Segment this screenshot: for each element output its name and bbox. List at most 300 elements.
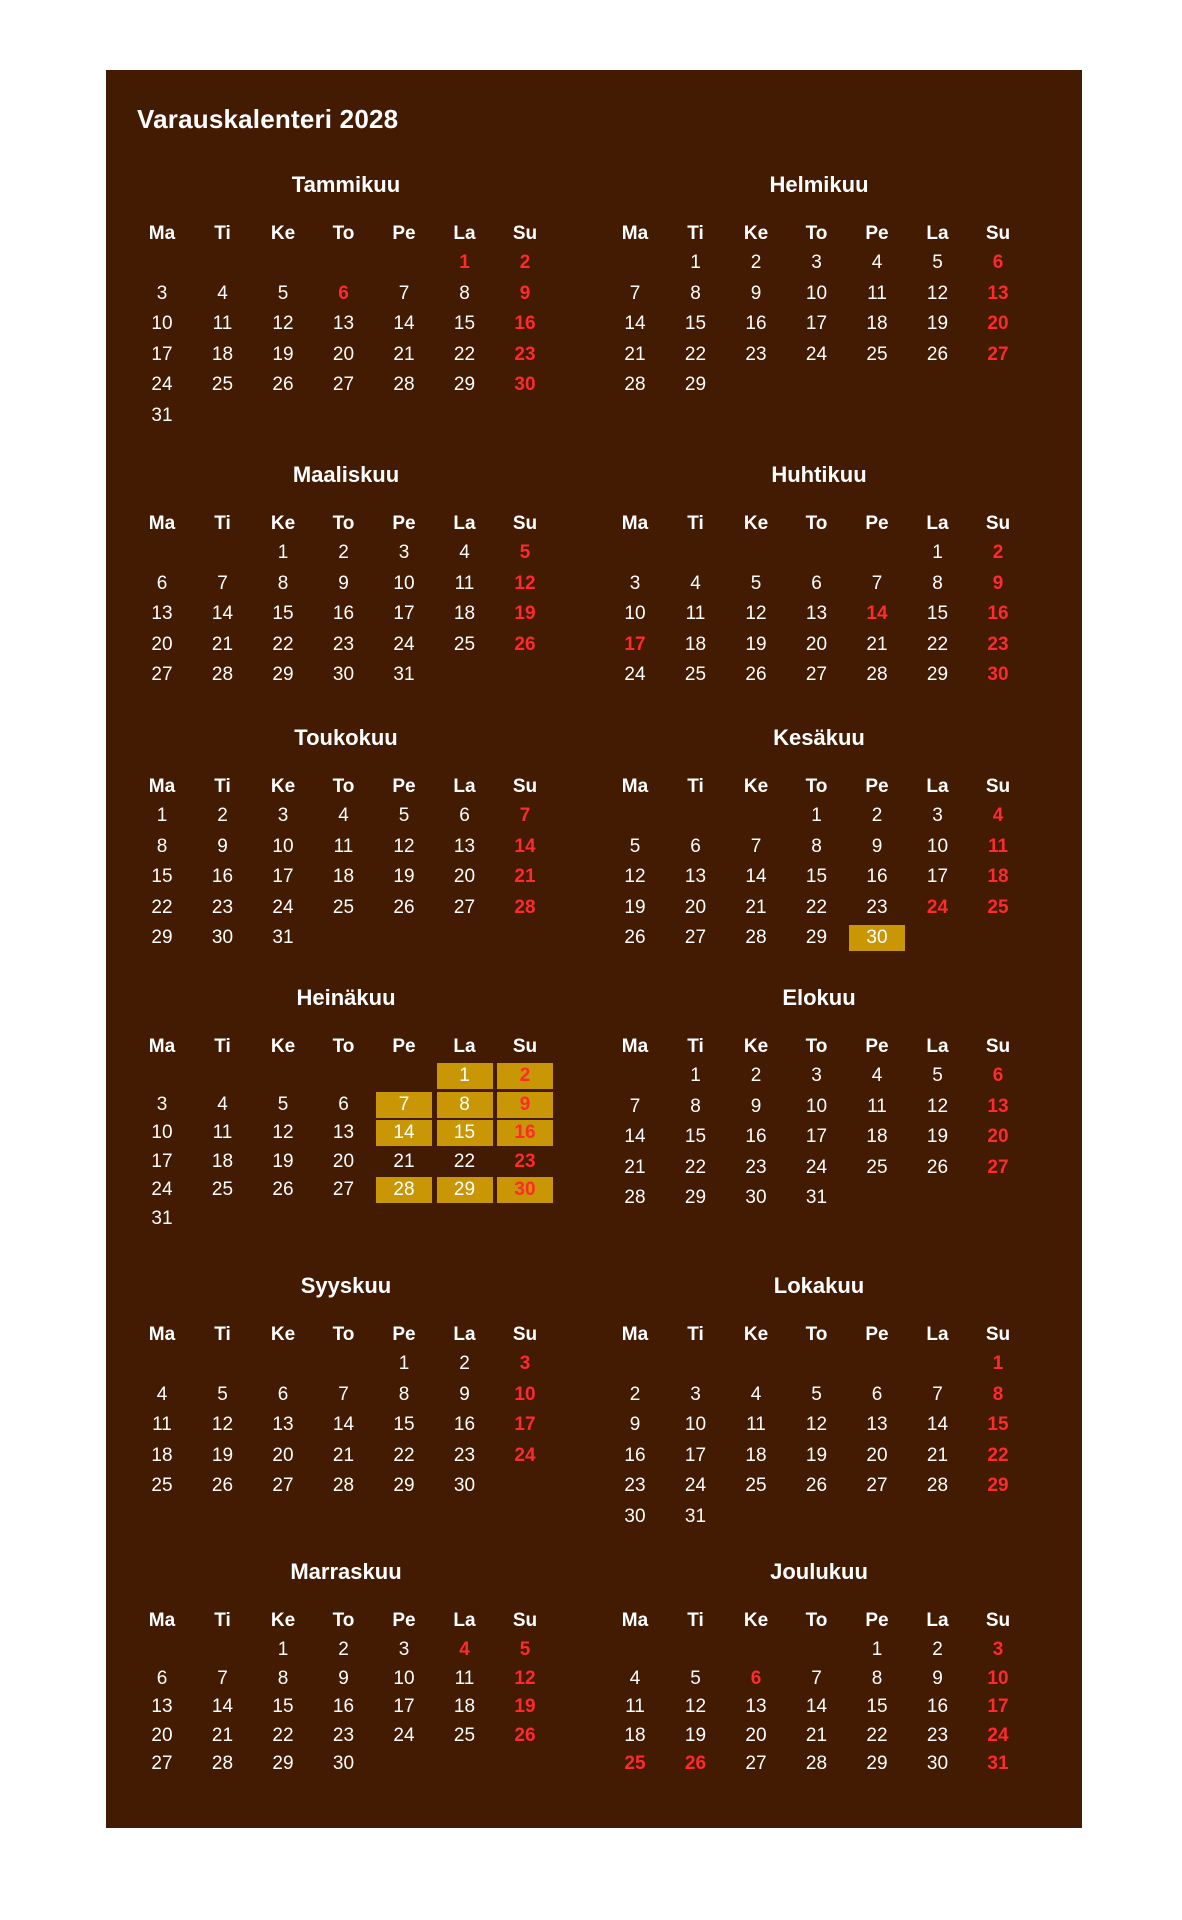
calendar-day[interactable]: 11: [867, 1095, 887, 1117]
calendar-day[interactable]: 10: [393, 1667, 415, 1689]
calendar-day[interactable]: 19: [272, 1150, 294, 1172]
calendar-day[interactable]: 22: [987, 1444, 1009, 1466]
calendar-day[interactable]: 12: [211, 1414, 234, 1435]
calendar-day[interactable]: 5: [932, 252, 943, 273]
calendar-day[interactable]: 21: [393, 343, 415, 365]
calendar-day[interactable]: 1: [871, 1639, 883, 1660]
calendar-day[interactable]: 7: [932, 1383, 943, 1405]
calendar-day[interactable]: 18: [866, 1126, 888, 1147]
calendar-day[interactable]: 27: [987, 343, 1009, 365]
calendar-day[interactable]: 29: [453, 374, 476, 395]
calendar-day[interactable]: 21: [866, 633, 888, 655]
calendar-day[interactable]: 22: [684, 343, 707, 365]
calendar-day[interactable]: 9: [338, 572, 349, 594]
calendar-day[interactable]: 11: [746, 1414, 766, 1435]
calendar-day[interactable]: 19: [926, 313, 949, 334]
calendar-day[interactable]: 26: [745, 664, 767, 685]
booked-day[interactable]: 14: [376, 1120, 432, 1146]
calendar-day[interactable]: 24: [393, 1724, 415, 1746]
calendar-day[interactable]: 20: [987, 313, 1009, 334]
calendar-day[interactable]: 9: [519, 282, 531, 304]
calendar-day[interactable]: 19: [514, 1696, 536, 1717]
calendar-day[interactable]: 11: [685, 603, 706, 624]
calendar-day[interactable]: 16: [745, 1126, 767, 1147]
calendar-day[interactable]: 1: [690, 252, 701, 273]
calendar-day[interactable]: 11: [867, 282, 887, 304]
calendar-day[interactable]: 8: [277, 1667, 289, 1689]
calendar-day[interactable]: 11: [333, 835, 354, 857]
calendar-day[interactable]: 26: [393, 896, 415, 918]
calendar-day[interactable]: 21: [332, 1444, 355, 1466]
calendar-day[interactable]: 19: [684, 1724, 707, 1746]
calendar-day[interactable]: 3: [156, 282, 168, 304]
calendar-day[interactable]: 10: [151, 313, 173, 334]
calendar-day[interactable]: 26: [684, 1753, 707, 1774]
calendar-day[interactable]: 30: [624, 1505, 646, 1527]
calendar-day[interactable]: 7: [398, 282, 410, 304]
calendar-day[interactable]: 19: [272, 343, 294, 365]
calendar-day[interactable]: 8: [871, 1667, 883, 1689]
calendar-day[interactable]: 26: [211, 1475, 234, 1496]
calendar-day[interactable]: 4: [338, 805, 349, 826]
calendar-day[interactable]: 19: [393, 866, 415, 887]
calendar-day[interactable]: 30: [332, 664, 355, 685]
booked-day[interactable]: 30: [497, 1177, 553, 1203]
calendar-day[interactable]: 28: [624, 374, 646, 395]
calendar-day[interactable]: 21: [926, 1444, 949, 1466]
calendar-day[interactable]: 18: [211, 343, 234, 365]
calendar-day[interactable]: 21: [745, 896, 767, 918]
calendar-day[interactable]: 7: [217, 1667, 228, 1689]
calendar-day[interactable]: 8: [156, 835, 168, 857]
calendar-day[interactable]: 7: [338, 1383, 349, 1405]
calendar-day[interactable]: 2: [519, 252, 531, 273]
calendar-day[interactable]: 24: [151, 374, 173, 395]
calendar-day[interactable]: 12: [926, 282, 949, 304]
calendar-day[interactable]: 9: [629, 1414, 641, 1435]
calendar-day[interactable]: 25: [332, 896, 355, 918]
calendar-day[interactable]: 8: [459, 282, 470, 304]
calendar-day[interactable]: 6: [811, 572, 822, 594]
calendar-day[interactable]: 3: [398, 1639, 410, 1660]
calendar-day[interactable]: 7: [811, 1667, 822, 1689]
calendar-day[interactable]: 29: [151, 927, 173, 948]
calendar-day[interactable]: 26: [272, 1179, 294, 1200]
calendar-day[interactable]: 30: [211, 927, 234, 948]
calendar-day[interactable]: 3: [811, 252, 822, 273]
calendar-day[interactable]: 24: [926, 896, 949, 918]
calendar-day[interactable]: 21: [211, 633, 234, 655]
calendar-day[interactable]: 23: [926, 1724, 949, 1746]
calendar-day[interactable]: 31: [987, 1753, 1009, 1774]
calendar-day[interactable]: 15: [866, 1696, 888, 1717]
calendar-day[interactable]: 27: [453, 896, 476, 918]
calendar-day[interactable]: 15: [151, 866, 173, 887]
calendar-day[interactable]: 18: [745, 1444, 767, 1466]
calendar-day[interactable]: 19: [745, 633, 767, 655]
calendar-day[interactable]: 1: [398, 1353, 410, 1374]
calendar-day[interactable]: 5: [932, 1065, 943, 1086]
calendar-day[interactable]: 22: [453, 343, 476, 365]
calendar-day[interactable]: 26: [926, 343, 949, 365]
calendar-day[interactable]: 26: [272, 374, 294, 395]
calendar-day[interactable]: 23: [453, 1444, 476, 1466]
calendar-day[interactable]: 15: [684, 313, 707, 334]
calendar-day[interactable]: 3: [398, 542, 410, 563]
calendar-day[interactable]: 2: [871, 805, 883, 826]
calendar-day[interactable]: 25: [866, 343, 888, 365]
calendar-day[interactable]: 7: [629, 282, 641, 304]
calendar-day[interactable]: 27: [332, 1179, 355, 1200]
calendar-day[interactable]: 17: [272, 866, 294, 887]
calendar-day[interactable]: 4: [156, 1383, 168, 1405]
booked-day[interactable]: 29: [437, 1177, 493, 1203]
calendar-day[interactable]: 17: [393, 1696, 415, 1717]
calendar-day[interactable]: 2: [338, 542, 349, 563]
calendar-day[interactable]: 10: [514, 1383, 536, 1405]
calendar-day[interactable]: 14: [393, 313, 415, 334]
calendar-day[interactable]: 4: [217, 282, 228, 304]
calendar-day[interactable]: 4: [459, 542, 470, 563]
calendar-day[interactable]: 4: [871, 1065, 883, 1086]
calendar-day[interactable]: 9: [932, 1667, 943, 1689]
calendar-day[interactable]: 5: [398, 805, 410, 826]
calendar-day[interactable]: 10: [272, 835, 294, 857]
calendar-day[interactable]: 6: [992, 1065, 1004, 1086]
calendar-day[interactable]: 30: [987, 664, 1009, 685]
calendar-day[interactable]: 16: [987, 603, 1009, 624]
calendar-day[interactable]: 16: [453, 1414, 476, 1435]
calendar-day[interactable]: 5: [690, 1667, 701, 1689]
calendar-day[interactable]: 27: [272, 1475, 294, 1496]
calendar-day[interactable]: 3: [690, 1383, 701, 1405]
calendar-day[interactable]: 26: [514, 1724, 536, 1746]
calendar-day[interactable]: 31: [684, 1505, 707, 1527]
calendar-day[interactable]: 2: [750, 1065, 762, 1086]
calendar-day[interactable]: 13: [684, 866, 707, 887]
calendar-day[interactable]: 20: [272, 1444, 294, 1466]
calendar-day[interactable]: 12: [684, 1696, 707, 1717]
calendar-day[interactable]: 13: [151, 603, 173, 624]
calendar-day[interactable]: 4: [629, 1667, 641, 1689]
calendar-day[interactable]: 4: [690, 572, 701, 594]
calendar-day[interactable]: 23: [987, 633, 1009, 655]
calendar-day[interactable]: 4: [992, 805, 1004, 826]
calendar-day[interactable]: 6: [871, 1383, 883, 1405]
booked-day[interactable]: 30: [849, 925, 905, 951]
calendar-day[interactable]: 25: [211, 1179, 234, 1200]
calendar-day[interactable]: 14: [866, 603, 888, 624]
calendar-day[interactable]: 15: [272, 1696, 294, 1717]
calendar-day[interactable]: 17: [393, 603, 415, 624]
calendar-day[interactable]: 19: [926, 1126, 949, 1147]
calendar-day[interactable]: 5: [629, 835, 641, 857]
calendar-day[interactable]: 12: [926, 1095, 949, 1117]
calendar-day[interactable]: 3: [156, 1093, 168, 1115]
calendar-day[interactable]: 20: [866, 1444, 888, 1466]
calendar-day[interactable]: 22: [684, 1156, 707, 1178]
calendar-day[interactable]: 1: [156, 805, 168, 826]
calendar-day[interactable]: 22: [866, 1724, 888, 1746]
calendar-day[interactable]: 23: [866, 896, 888, 918]
calendar-day[interactable]: 25: [211, 374, 234, 395]
calendar-day[interactable]: 14: [332, 1414, 355, 1435]
calendar-day[interactable]: 22: [393, 1444, 415, 1466]
calendar-day[interactable]: 29: [926, 664, 949, 685]
calendar-day[interactable]: 3: [811, 1065, 822, 1086]
calendar-day[interactable]: 18: [453, 1696, 476, 1717]
calendar-day[interactable]: 29: [866, 1753, 888, 1774]
calendar-day[interactable]: 26: [624, 927, 646, 948]
calendar-day[interactable]: 31: [805, 1187, 828, 1208]
calendar-day[interactable]: 28: [211, 664, 234, 685]
booked-day[interactable]: 8: [437, 1092, 493, 1118]
calendar-day[interactable]: 31: [151, 1207, 173, 1229]
calendar-day[interactable]: 23: [332, 1724, 355, 1746]
calendar-day[interactable]: 3: [932, 805, 943, 826]
calendar-day[interactable]: 5: [217, 1383, 228, 1405]
calendar-day[interactable]: 9: [750, 282, 762, 304]
booked-day[interactable]: 7: [376, 1092, 432, 1118]
calendar-day[interactable]: 31: [393, 664, 415, 685]
calendar-day[interactable]: 11: [212, 313, 233, 334]
calendar-day[interactable]: 31: [272, 927, 294, 948]
calendar-day[interactable]: 28: [866, 664, 888, 685]
calendar-day[interactable]: 14: [745, 866, 767, 887]
calendar-day[interactable]: 6: [338, 282, 349, 304]
calendar-day[interactable]: 8: [690, 282, 701, 304]
calendar-day[interactable]: 28: [332, 1475, 355, 1496]
calendar-day[interactable]: 28: [624, 1187, 646, 1208]
calendar-day[interactable]: 29: [805, 927, 828, 948]
calendar-day[interactable]: 15: [805, 866, 828, 887]
calendar-day[interactable]: 26: [926, 1156, 949, 1178]
calendar-day[interactable]: 23: [745, 343, 767, 365]
calendar-day[interactable]: 25: [453, 1724, 476, 1746]
calendar-day[interactable]: 27: [151, 1753, 173, 1774]
calendar-day[interactable]: 24: [805, 343, 828, 365]
calendar-day[interactable]: 8: [932, 572, 943, 594]
calendar-day[interactable]: 22: [926, 633, 949, 655]
calendar-day[interactable]: 14: [211, 603, 234, 624]
calendar-day[interactable]: 9: [992, 572, 1004, 594]
calendar-day[interactable]: 22: [805, 896, 828, 918]
calendar-day[interactable]: 13: [272, 1414, 294, 1435]
calendar-day[interactable]: 7: [519, 805, 531, 826]
calendar-day[interactable]: 27: [745, 1753, 767, 1774]
calendar-day[interactable]: 23: [514, 1150, 536, 1172]
calendar-day[interactable]: 21: [211, 1724, 234, 1746]
calendar-day[interactable]: 1: [277, 542, 289, 563]
calendar-day[interactable]: 20: [453, 866, 476, 887]
calendar-day[interactable]: 16: [926, 1696, 949, 1717]
calendar-day[interactable]: 16: [866, 866, 888, 887]
calendar-day[interactable]: 29: [393, 1475, 415, 1496]
calendar-day[interactable]: 27: [151, 664, 173, 685]
calendar-day[interactable]: 8: [277, 572, 289, 594]
calendar-day[interactable]: 2: [750, 252, 762, 273]
calendar-day[interactable]: 18: [211, 1150, 234, 1172]
calendar-day[interactable]: 5: [811, 1383, 822, 1405]
calendar-day[interactable]: 23: [514, 343, 536, 365]
calendar-day[interactable]: 23: [745, 1156, 767, 1178]
calendar-day[interactable]: 7: [217, 572, 228, 594]
calendar-day[interactable]: 27: [684, 927, 707, 948]
calendar-day[interactable]: 15: [393, 1414, 415, 1435]
calendar-day[interactable]: 6: [156, 1667, 168, 1689]
calendar-day[interactable]: 20: [684, 896, 707, 918]
calendar-day[interactable]: 21: [514, 866, 536, 887]
calendar-day[interactable]: 10: [151, 1122, 173, 1143]
calendar-day[interactable]: 16: [211, 866, 234, 887]
calendar-day[interactable]: 16: [624, 1444, 646, 1466]
calendar-day[interactable]: 3: [519, 1353, 531, 1374]
calendar-day[interactable]: 29: [684, 374, 707, 395]
calendar-day[interactable]: 29: [684, 1187, 707, 1208]
calendar-day[interactable]: 18: [624, 1724, 646, 1746]
calendar-day[interactable]: 26: [514, 633, 536, 655]
calendar-day[interactable]: 15: [272, 603, 294, 624]
calendar-day[interactable]: 20: [805, 633, 828, 655]
calendar-day[interactable]: 12: [805, 1414, 828, 1435]
calendar-day[interactable]: 13: [987, 282, 1009, 304]
calendar-day[interactable]: 20: [745, 1724, 767, 1746]
calendar-day[interactable]: 17: [151, 343, 173, 365]
calendar-day[interactable]: 6: [690, 835, 701, 857]
calendar-day[interactable]: 8: [398, 1383, 410, 1405]
calendar-day[interactable]: 13: [151, 1696, 173, 1717]
calendar-day[interactable]: 13: [332, 313, 355, 334]
calendar-day[interactable]: 18: [684, 633, 707, 655]
calendar-day[interactable]: 30: [453, 1475, 476, 1496]
calendar-day[interactable]: 24: [805, 1156, 828, 1178]
calendar-day[interactable]: 28: [393, 374, 415, 395]
calendar-day[interactable]: 6: [338, 1093, 349, 1115]
calendar-day[interactable]: 1: [277, 1639, 289, 1660]
calendar-day[interactable]: 31: [151, 404, 173, 426]
calendar-day[interactable]: 28: [805, 1753, 828, 1774]
calendar-day[interactable]: 23: [211, 896, 234, 918]
calendar-day[interactable]: 12: [745, 603, 767, 624]
calendar-day[interactable]: 2: [629, 1383, 641, 1405]
calendar-day[interactable]: 3: [629, 572, 641, 594]
calendar-day[interactable]: 9: [871, 835, 883, 857]
calendar-day[interactable]: 4: [871, 252, 883, 273]
calendar-day[interactable]: 7: [629, 1095, 641, 1117]
calendar-day[interactable]: 29: [272, 1753, 294, 1774]
calendar-day[interactable]: 1: [459, 252, 470, 273]
calendar-day[interactable]: 13: [453, 835, 476, 857]
calendar-day[interactable]: 9: [217, 835, 228, 857]
calendar-day[interactable]: 1: [992, 1353, 1004, 1374]
calendar-day[interactable]: 23: [332, 633, 355, 655]
calendar-day[interactable]: 5: [277, 1093, 289, 1115]
calendar-day[interactable]: 24: [272, 896, 294, 918]
calendar-day[interactable]: 22: [151, 896, 173, 918]
calendar-day[interactable]: 4: [217, 1093, 228, 1115]
calendar-day[interactable]: 5: [277, 282, 289, 304]
calendar-day[interactable]: 5: [519, 542, 531, 563]
calendar-day[interactable]: 20: [332, 1150, 355, 1172]
calendar-day[interactable]: 24: [514, 1444, 536, 1466]
calendar-day[interactable]: 14: [805, 1696, 828, 1717]
calendar-day[interactable]: 11: [212, 1122, 233, 1143]
calendar-day[interactable]: 21: [624, 343, 646, 365]
calendar-day[interactable]: 1: [690, 1065, 701, 1086]
calendar-day[interactable]: 9: [750, 1095, 762, 1117]
calendar-day[interactable]: 25: [624, 1753, 646, 1774]
calendar-day[interactable]: 10: [393, 572, 415, 594]
calendar-day[interactable]: 8: [992, 1383, 1004, 1405]
calendar-day[interactable]: 23: [624, 1475, 646, 1496]
calendar-day[interactable]: 2: [217, 805, 228, 826]
calendar-day[interactable]: 18: [987, 866, 1009, 887]
calendar-day[interactable]: 25: [745, 1475, 767, 1496]
booked-day[interactable]: 15: [437, 1120, 493, 1146]
calendar-day[interactable]: 28: [211, 1753, 234, 1774]
calendar-day[interactable]: 13: [987, 1095, 1009, 1117]
calendar-day[interactable]: 20: [332, 343, 355, 365]
calendar-day[interactable]: 25: [866, 1156, 888, 1178]
calendar-day[interactable]: 9: [459, 1383, 470, 1405]
calendar-day[interactable]: 22: [453, 1150, 476, 1172]
calendar-day[interactable]: 19: [624, 896, 646, 918]
calendar-day[interactable]: 17: [926, 866, 949, 887]
calendar-day[interactable]: 25: [987, 896, 1009, 918]
booked-day[interactable]: 28: [376, 1177, 432, 1203]
calendar-day[interactable]: 24: [684, 1475, 707, 1496]
calendar-day[interactable]: 7: [871, 572, 883, 594]
calendar-day[interactable]: 15: [684, 1126, 707, 1147]
calendar-day[interactable]: 19: [514, 603, 536, 624]
calendar-day[interactable]: 17: [514, 1414, 536, 1435]
calendar-day[interactable]: 12: [272, 313, 294, 334]
calendar-day[interactable]: 24: [624, 664, 646, 685]
calendar-day[interactable]: 18: [453, 603, 476, 624]
calendar-day[interactable]: 21: [393, 1150, 415, 1172]
calendar-day[interactable]: 8: [690, 1095, 701, 1117]
calendar-day[interactable]: 30: [926, 1753, 949, 1774]
calendar-day[interactable]: 20: [987, 1126, 1009, 1147]
calendar-day[interactable]: 21: [624, 1156, 646, 1178]
calendar-day[interactable]: 25: [151, 1475, 173, 1496]
calendar-day[interactable]: 28: [745, 927, 767, 948]
calendar-day[interactable]: 3: [992, 1639, 1004, 1660]
calendar-day[interactable]: 12: [393, 835, 415, 857]
calendar-day[interactable]: 24: [987, 1724, 1009, 1746]
calendar-day[interactable]: 11: [625, 1696, 645, 1717]
calendar-day[interactable]: 10: [684, 1414, 707, 1435]
calendar-day[interactable]: 29: [987, 1475, 1009, 1496]
calendar-day[interactable]: 25: [453, 633, 476, 655]
calendar-day[interactable]: 30: [745, 1187, 767, 1208]
calendar-day[interactable]: 5: [519, 1639, 531, 1660]
booked-day[interactable]: 16: [497, 1120, 553, 1146]
calendar-day[interactable]: 18: [332, 866, 355, 887]
calendar-day[interactable]: 27: [805, 664, 828, 685]
calendar-day[interactable]: 17: [684, 1444, 707, 1466]
calendar-day[interactable]: 16: [514, 313, 536, 334]
calendar-day[interactable]: 2: [992, 542, 1004, 563]
booked-day[interactable]: 9: [497, 1092, 553, 1118]
calendar-day[interactable]: 10: [805, 1095, 828, 1117]
calendar-day[interactable]: 13: [745, 1696, 767, 1717]
calendar-day[interactable]: 6: [277, 1383, 289, 1405]
calendar-day[interactable]: 24: [393, 633, 415, 655]
calendar-day[interactable]: 18: [866, 313, 888, 334]
calendar-day[interactable]: 27: [866, 1475, 888, 1496]
calendar-day[interactable]: 4: [459, 1639, 470, 1660]
